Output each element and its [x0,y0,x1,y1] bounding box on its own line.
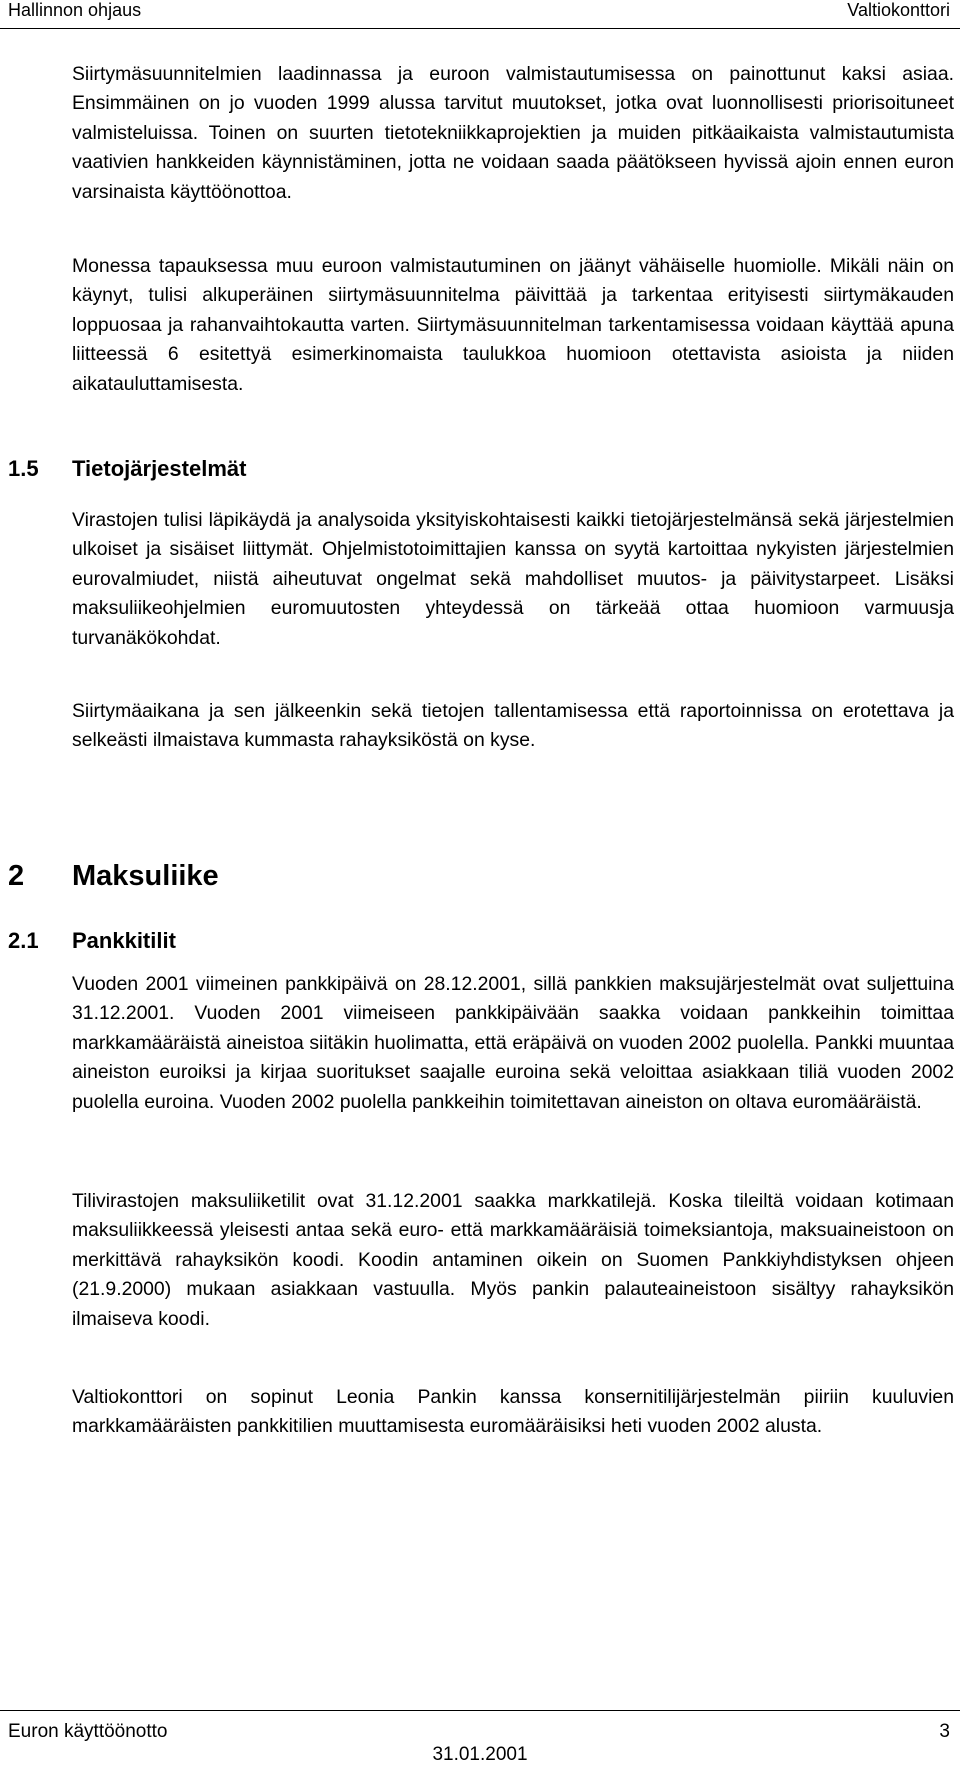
section-1-5-paragraph-2 [72,697,954,756]
section-title: Tietojärjestelmät [72,456,247,481]
page-footer [0,1710,960,1765]
paragraph: Monessa tapauksessa muu euroon valmistautuminen on jäänyt vähäiselle huomiolle. Mikäli näin on käynyt, tulisi alkuperäinen siirtymäsuunnitelma päivittää ja tarkentaa erityisesti siirtymäkauden loppuosaa ja rahanvaihtokautta varten. Siirtymäsuunnitelman tarkentamisessa voidaan käyttää apuna liitteessä 6 esitettyä esimerkinomaista taulukkoa huomioon otettavista asioista ja niiden aikatauluttamisesta. [72,255,954,395]
chapter-heading-2 [8,860,219,893]
section-2-1-paragraph-3 [72,1383,954,1442]
section-2-1-paragraph-1 [72,970,954,1117]
section-number: 1.5 [8,456,39,481]
paragraph: Siirtymäsuunnitelmien laadinnassa ja euroon valmistautumisessa on painottunut kaksi asiaa. Ensimmäinen on jo vuoden 1999 alussa tarvitut muutokset, jotka ovat luonnollisesti priorisoituneet valmisteluissa. Toinen on suurten tietotekniikkaprojektien ja muiden pitkäaikaista valmistautumista vaativien hankkeiden käynnistäminen, jotta ne voidaan saada päätökseen hyvissä ajoin ennen euron varsinaista käyttöönottoa. [72,63,954,203]
section-heading-1-5 [8,456,246,482]
section-2-1-paragraph-2 [72,1187,954,1334]
chapter-title: Maksuliike [72,860,219,892]
section-heading-2-1 [8,928,176,954]
footer-date: 31.01.2001 [432,1744,528,1765]
header-left-text: Hallinnon ohjaus [8,0,142,20]
intro-paragraph-2 [72,252,954,399]
paragraph: Virastojen tulisi läpikäydä ja analysoida yksityiskohtaisesti kaikki tietojärjestelmänsä sekä järjestelmien ulkoiset ja sisäiset liittymät. Ohjelmistotoimittajien kanssa on syytä kartoittaa nykyisten järjestelmien eurovalmiudet, niistä aiheutuvat ongelmat sekä mahdolliset muutos- ja päivitystarpeet. Lisäksi maksuliikeohjelmien euromuutosten yhteydessä on tärkeää ottaa huomioon varmuusja turvanäkökohdat. [72,509,954,649]
chapter-number: 2 [8,860,25,892]
section-number: 2.1 [8,928,39,953]
paragraph: Tilivirastojen maksuliiketilit ovat 31.12.2001 saakka markkatilejä. Koska tileiltä voidaan kotimaan maksuliikkeessä yleisesti antaa sekä euro- että markkamääräisiä toimeksiantoja, maksuaineistoon on merkittävä rahayksikön koodi. Koodin antaminen oikein on Suomen Pankkiyhdistyksen ohjeen (21.9.2000) mukaan asiakkaan vastuulla. Myös pankin palauteaineistoon sisältyy rahayksikön ilmaiseva koodi. [72,1190,954,1330]
page-header [0,0,960,29]
section-1-5-paragraph-1 [72,506,954,653]
page-number: 3 [939,1721,950,1742]
intro-paragraph-1 [72,60,954,207]
header-right-text: Valtiokonttori [847,0,950,20]
paragraph: Valtiokonttori on sopinut Leonia Pankin kanssa konsernitilijärjestelmän piiriin kuuluvien markkamääräisten pankkitilien muuttamisesta euromääräisiksi heti vuoden 2002 alusta. [72,1386,954,1438]
section-title: Pankkitilit [72,928,176,953]
paragraph: Vuoden 2001 viimeinen pankkipäivä on 28.12.2001, sillä pankkien maksujärjestelmät ovat suljettuina 31.12.2001. Vuoden 2001 viimeiseen pankkipäivään saakka voidaan pankkeihin toimittaa markkamääräistä aineistoa siitäkin huolimatta, että eräpäivä on vuoden 2002 puolella. Pankki muuntaa aineiston euroiksi ja kirjaa suoritukset saajalle euroina sekä veloittaa asiakkaan tiliä vuoden 2002 puolella euroina. Vuoden 2002 puolella pankkeihin toimitettavan aineiston on oltava euromääräistä. [72,973,954,1113]
paragraph: Siirtymäaikana ja sen jälkeenkin sekä tietojen tallentamisessa että raportoinnissa on erotettava ja selkeästi ilmaistava kummasta rahayksiköstä on kyse. [72,700,954,752]
footer-left-text: Euron käyttöönotto [8,1721,168,1742]
